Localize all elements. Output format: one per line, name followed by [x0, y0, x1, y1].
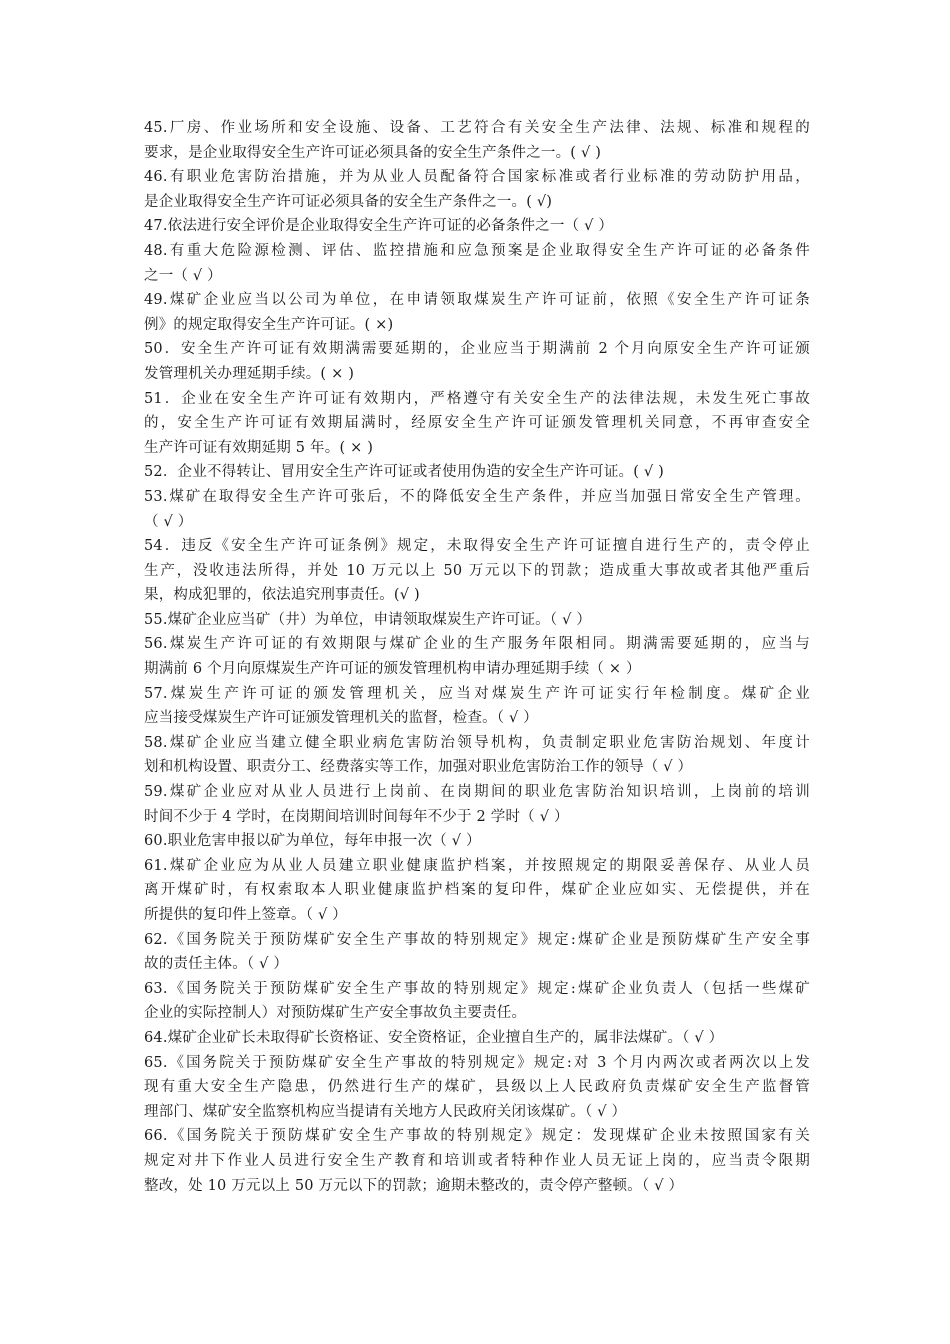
question-text-line: 49.煤矿企业应当以公司为单位，在申请领取煤炭生产许可证前，依照《安全生产许可证条	[144, 292, 810, 309]
question-item-46	[144, 165, 810, 214]
question-text-line: 52．企业不得转让、冒用安全生产许可证或者使用伪造的安全生产许可证。( √ )	[144, 464, 665, 481]
question-text-line: 离开煤矿时，有权索取本人职业健康监护档案的复印件，煤矿企业应如实、无偿提供，并在	[144, 882, 810, 899]
question-text-line: 应当接受煤炭生产许可证颁发管理机关的监督，检查。（ √ ）	[144, 710, 539, 727]
question-text-line: 59.煤矿企业应对从业人员进行上岗前、在岗期间的职业危害防治知识培训，上岗前的培训	[144, 784, 810, 801]
question-item-63	[144, 977, 810, 1026]
question-item-52	[144, 460, 810, 485]
question-text-line: 生产，没收违法所得，并处 10 万元以上 50 万元以下的罚款；造成重大事故或者其他严重后	[144, 562, 810, 579]
question-item-64	[144, 1026, 810, 1051]
question-text-line: 56.煤炭生产许可证的有效期限与煤矿企业的生产服务年限相同。期满需要延期的，应当与	[144, 636, 810, 653]
question-text-line: 65.《国务院关于预防煤矿安全生产事故的特别规定》规定:对 3 个月内两次或者两次以上发	[144, 1054, 810, 1071]
question-text-line: 之一（ √ ）	[144, 267, 222, 284]
question-text-line: 发管理机关办理延期手续。( × )	[144, 365, 355, 382]
question-text-line: 要求，是企业取得安全生产许可证必须具备的安全生产条件之一。( √ )	[144, 144, 602, 161]
question-text-line: 57.煤炭生产许可证的颁发管理机关，应当对煤炭生产许可证实行年检制度。煤矿企业	[144, 685, 810, 702]
question-item-54	[144, 534, 810, 608]
question-text-line: 54．违反《安全生产许可证条例》规定，未取得安全生产许可证擅自进行生产的，责令停止	[144, 538, 810, 555]
question-text-line: 例》的规定取得安全生产许可证。( ×)	[144, 316, 394, 333]
question-text-line: 所提供的复印件上签章。（ √ ）	[144, 907, 347, 923]
question-item-48	[144, 239, 810, 288]
question-text-line: 53.煤矿在取得安全生产许可张后，不的降低安全生产条件，并应当加强日常安全生产管理。	[144, 488, 810, 505]
question-text-line: 故的责任主体。（ √ ）	[144, 956, 289, 973]
question-text-line: 划和机构设置、职责分工、经费落实等工作，加强对职业危害防治工作的领导（ √ ）	[144, 759, 693, 776]
question-item-58	[144, 731, 810, 780]
question-text-line: 期满前 6 个月向原煤炭生产许可证的颁发管理机构申请办理延期手续（ × ）	[144, 661, 641, 678]
question-text-line: 61.煤矿企业应为从业人员建立职业健康监护档案，并按照规定的期限妥善保存、从业人员	[144, 857, 810, 874]
question-text-line: 整改，处 10 万元以上 50 万元以下的罚款；逾期未整改的，责令停产整顿。（ √ ）	[144, 1177, 684, 1194]
question-text-line: 46.有职业危害防治措施，并为从业人员配备符合国家标准或者行业标准的劳动防护用品，	[144, 169, 810, 186]
question-item-60	[144, 829, 810, 854]
question-item-57	[144, 682, 810, 731]
question-list	[144, 116, 810, 1198]
question-text-line: 理部门、煤矿安全监察机构应当提请有关地方人民政府关闭该煤矿。（ √ ）	[144, 1103, 627, 1120]
question-item-56	[144, 632, 810, 681]
question-text-line: 66.《国务院关于预防煤矿安全生产事故的特别规定》规定：发现煤矿企业未按照国家有关	[144, 1128, 810, 1145]
question-text-line: 50．安全生产许可证有效期满需要延期的，企业应当于期满前 2 个月向原安全生产许可证颁	[144, 341, 810, 358]
question-item-45	[144, 116, 810, 165]
question-text-line: 现有重大安全生产隐患，仍然进行生产的煤矿，县级以上人民政府负责煤矿安全生产监督管	[144, 1079, 810, 1096]
question-text-line: 63.《国务院关于预防煤矿安全生产事故的特别规定》规定:煤矿企业负责人（包括一些煤矿	[144, 980, 810, 997]
question-item-66	[144, 1124, 810, 1198]
question-text-line: 60.职业危害申报以矿为单位，每年申报一次（ √ ）	[144, 833, 481, 850]
question-text-line: 47.依法进行安全评价是企业取得安全生产许可证的必备条件之一（ √ ）	[144, 218, 614, 235]
question-item-50	[144, 337, 810, 386]
question-text-line: 62.《国务院关于预防煤矿安全生产事故的特别规定》规定:煤矿企业是预防煤矿生产安全事	[144, 931, 810, 948]
question-item-62	[144, 928, 810, 977]
question-text-line: 企业的实际控制人）对预防煤矿生产安全事故负主要责任。	[144, 1005, 527, 1022]
question-text-line: 58.煤矿企业应当建立健全职业病危害防治领导机构，负责制定职业危害防治规划、年度计	[144, 734, 810, 751]
question-text-line: 的，安全生产许可证有效期届满时，经原安全生产许可证颁发管理机关同意，不再审查安全	[144, 415, 810, 432]
question-text-line: 45.厂房、作业场所和安全设施、设备、工艺符合有关安全生产法律、法规、标准和规程的	[144, 120, 810, 136]
question-text-line: 48.有重大危险源检测、评估、监控措施和应急预案是企业取得安全生产许可证的必备条件	[144, 242, 810, 259]
question-item-53	[144, 485, 810, 534]
question-item-59	[144, 780, 810, 829]
question-text-line: 64.煤矿企业矿长未取得矿长资格证、安全资格证，企业擅自生产的，属非法煤矿。（ √ ）	[144, 1029, 724, 1046]
question-text-line: 55.煤矿企业应当矿（井）为单位，申请领取煤炭生产许可证。（ √ ）	[144, 611, 592, 628]
question-text-line: 是企业取得安全生产许可证必须具备的安全生产条件之一。( √)	[144, 193, 553, 210]
question-item-47	[144, 214, 810, 239]
question-item-49	[144, 288, 810, 337]
question-text-line: （ √ ）	[144, 513, 193, 530]
question-text-line: 时间不少于 4 学时，在岗期间培训时间每年不少于 2 学时（ √ ）	[144, 808, 569, 825]
question-item-65	[144, 1051, 810, 1125]
question-item-61	[144, 854, 810, 928]
question-item-55	[144, 608, 810, 633]
question-item-51	[144, 387, 810, 461]
question-text-line: 生产许可证有效期延期 5 年。( × )	[144, 439, 374, 456]
question-text-line: 51．企业在安全生产许可证有效期内，严格遵守有关安全生产的法律法规，未发生死亡事故	[144, 390, 810, 407]
question-text-line: 果，构成犯罪的，依法追究刑事责任。(√ )	[144, 587, 420, 604]
question-text-line: 规定对井下作业人员进行安全生产教育和培训或者特种作业人员无证上岗的，应当责令限期	[144, 1152, 810, 1169]
